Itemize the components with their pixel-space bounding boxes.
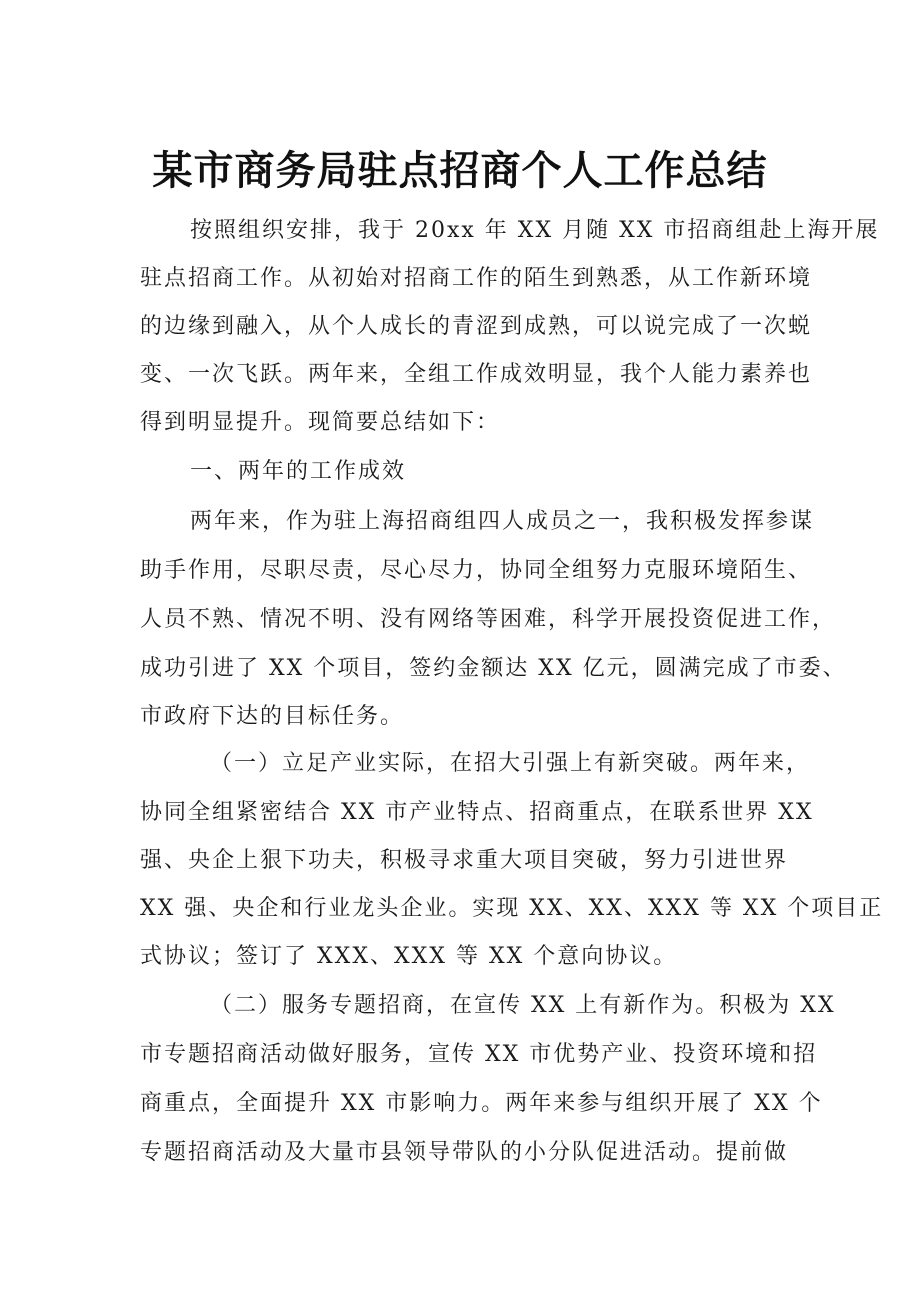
paragraph-line: 得到明显提升。现简要总结如下： [140,410,501,435]
paragraph-line: 按照组织安排，我于 20xx 年 XX 月随 XX 市招商组赴上海开展 [190,218,880,243]
paragraph-line: 驻点招商工作。从初始对招商工作的陌生到熟悉，从工作新环境 [140,266,813,291]
paragraph-line: 式协议；签订了 XXX、XXX 等 XX 个意向协议。 [140,944,678,969]
subsection-line: （二）服务专题招商，在宣传 XX 上有新作为。积极为 XX [210,993,836,1018]
paragraph-line: XX 强、央企和行业龙头企业。实现 XX、XX、XXX 等 XX 个项目正 [140,896,884,921]
paragraph-line: 强、央企上狠下功夫，积极寻求重大项目突破，努力引进世界 [140,848,789,873]
section-heading: 一、两年的工作成效 [190,459,407,484]
document-title: 某市商务局驻点招商个人工作总结 [152,148,768,194]
paragraph-line: 市政府下达的目标任务。 [140,704,405,729]
paragraph-line: 市专题招商活动做好服务，宣传 XX 市优势产业、投资环境和招 [140,1042,818,1067]
paragraph-line: 两年来，作为驻上海招商组四人成员之一，我积极发挥参谋 [190,509,815,534]
paragraph-line: 变、一次飞跃。两年来，全组工作成效明显，我个人能力素养也 [140,362,813,387]
paragraph-line: 协同全组紧密结合 XX 市产业特点、招商重点，在联系世界 XX [140,800,814,825]
paragraph-line: 人员不熟、情况不明、没有网络等困难，科学开展投资促进工作， [140,607,837,632]
paragraph-line: 成功引进了 XX 个项目，签约金额达 XX 亿元，圆满完成了市委、 [140,656,847,681]
subsection-line: （一）立足产业实际，在招大引强上有新突破。两年来， [210,751,811,776]
paragraph-line: 助手作用，尽职尽责，尽心尽力，协同全组努力克服环境陌生、 [140,558,813,583]
paragraph-line: 的边缘到融入，从个人成长的青涩到成熟，可以说完成了一次蜕 [140,314,813,339]
paragraph-line: 专题招商活动及大量市县领导带队的小分队促进活动。提前做 [140,1140,789,1165]
paragraph-line: 商重点，全面提升 XX 市影响力。两年来参与组织开展了 XX 个 [140,1091,823,1116]
